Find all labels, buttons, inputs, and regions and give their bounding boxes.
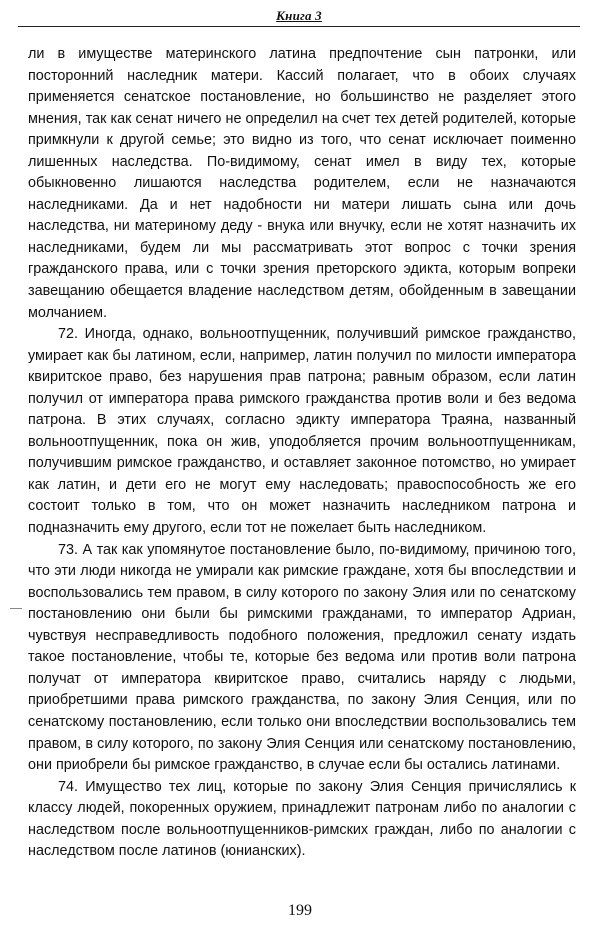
page-number: 199 — [288, 902, 312, 919]
paragraph-72: 72. Иногда, однако, вольноотпущенник, получивший римское гражданство, умирает как бы латином, если, например, латин получил по милости императора квиритское право, без нарушения прав патрона; равным образом, если латин получил от императора права римского гражданства против воли и без ведома патрона. В этих случаях, согласно эдикту императора Траяна, названный вольноотпущенник, пока он жив, уподобляется прочим вольноотпущенникам, получившим римское гражданство, и оставляет законное потомство, но умирает как латин, и дети его не могут ему наследовать; правоспособность же его состоит только в том, что он может назначить наследником патрона и подназначить ему другого, если тот не пожелает быть наследником. — [28, 326, 576, 537]
running-header — [18, 8, 580, 28]
header-title: Книга 3 — [276, 8, 322, 23]
paragraph-74: 74. Имущество тех лиц, которые по закону Элия Сенция причислялись к классу людей, покоренных оружием, принадлежит патронам либо по аналогии с наследством после вольноотпущенников-римских граждан, либо по аналогии с наследством после латинов (юнианских). — [28, 778, 576, 860]
header-rule — [18, 26, 580, 27]
paragraph-73: 73. А так как упомянутое постановление было, по-видимому, причиною того, что эти люди никогда не умирали как римские граждане, хотя бы впоследствии и воспользовались тем правом, в силу которого по закону Элия или по сенатскому постановлению они были бы римскими гражданами, то император Адриан, чувствуя несправедливость подобного положения, предложил сенату издать такое постановление, чтобы те, которые без ведома или против воли патрона получат от императора квиритское право, считались наряду с людьми, приобретшими права римского гражданства, по закону Элия Сенция, или по сенатскому постановлению, если только они впоследствии воспользовались тем правом, в силу которого, по закону Элия Сенция или сенатскому постановлению, они приобрели бы римское гражданство, в случае если бы остались латинами. — [28, 541, 576, 774]
margin-mark — [10, 608, 22, 609]
paragraph-continued: ли в имуществе материнского латина предпочтение сын патронки, или посторонний наследник матери. Кассий полагает, что в обоих случаях применяется сенатское постановление, но большинство не разделяет этого мнения, так как сенат ничего не определил на счет тех детей родителей, которые примкнули к другой семье; это видно из того, что сенат исключает поименно лишенных наследства. По-видимому, сенат имел в виду тех, которые обыкновенно лишаются наследства родителем, если не назначаются наследниками. Да и нет надобности ни матери лишать сына или дочь наследства, ни материному деду - внука или внучку, если не хотят назначить их наследниками, будем ли мы рассматривать этот вопрос с точки зрения гражданского права, или с точки зрения преторского эдикта, которым вопреки завещанию обещается владение наследством детям, обойденным в завещании молчанием. — [28, 46, 576, 321]
page-body — [28, 44, 576, 863]
